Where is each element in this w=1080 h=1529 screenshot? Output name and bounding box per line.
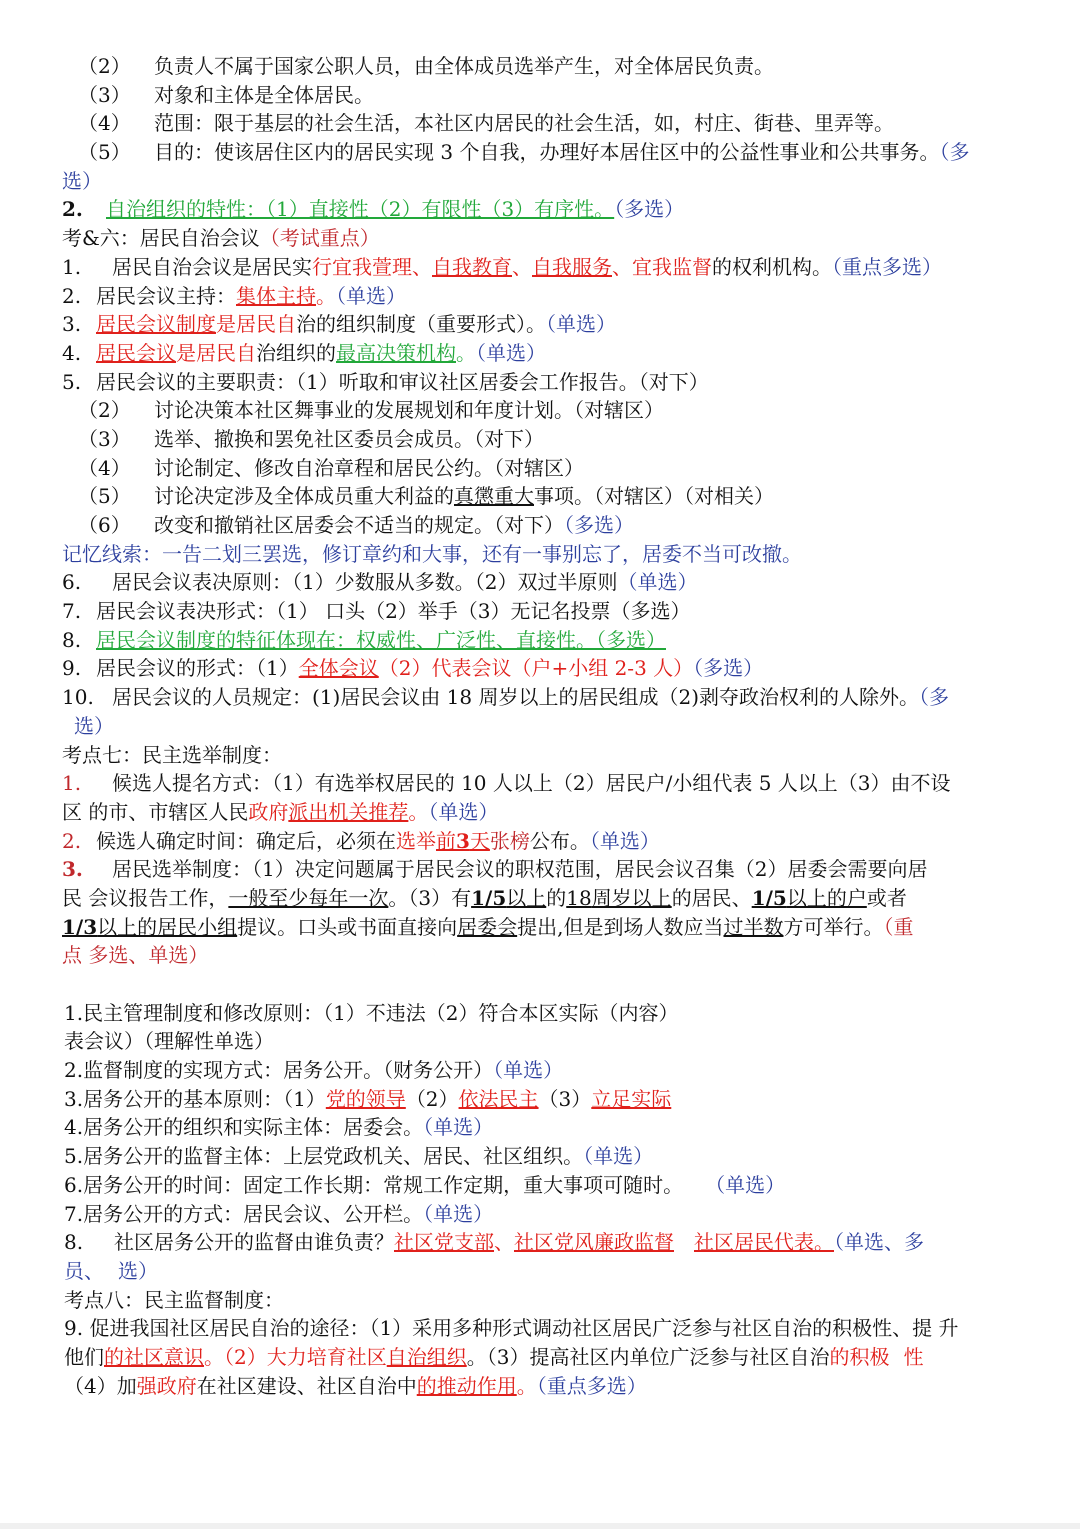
page-bottom-edge — [0, 1523, 1080, 1529]
item-line-wrap: 员、 选） — [64, 1258, 158, 1283]
item-line: 9. 居民会议的形式：（1）全体会议（2）代表会议（户+小组 2-3 人）（多选） — [62, 656, 764, 681]
item-line: 1. 居民自治会议是居民实行宜我萱理、自我教育、自我服务、宜我监督的权利机构。（重点多选） — [62, 254, 942, 279]
item-line: 8. 社区居务公开的监督由谁负责？社区党支部、社区党风廉政监督 社区居民代表。（单选、多 — [64, 1230, 924, 1255]
sub-item-line: （4） 讨论制定、修改自治章程和居民公约。（对辖区） — [78, 455, 584, 480]
document-page — [0, 52, 1080, 1400]
item-line-wrap: （4）加强政府在社区建设、社区自治中的推动作用。（重点多选） — [64, 1373, 647, 1398]
item-line: （2） 负责人不属于国家公职人员，由全体成员选举产生，对全体居民负责。 — [78, 54, 774, 78]
item-line: 8. 居民会议制度的特征体现在：权威性、广泛性、直接性。（多选） — [62, 627, 666, 652]
item-line: 5.居务公开的监督主体：上层党政机关、居民、社区组织。（单选） — [64, 1144, 654, 1169]
sub-item-line: （5） 讨论决定涉及全体成员重大利益的真懲重大事项。（对辖区）（对相关） — [78, 484, 774, 509]
item-line-wrap: 1/3以上的居民小组提议。口头或书面直接向居委会提出,但是到场人数应当过半数方可举行。（重 — [62, 914, 914, 939]
item-line-wrap: 选） — [62, 168, 102, 193]
item-line: 3. 居民选举制度：（1）决定问题属于居民会议的职权范围，居民会议召集（2）居委会需要向居 — [62, 857, 928, 882]
item-line: （3） 对象和主体是全体居民。 — [78, 82, 374, 107]
section-heading: 考点八：民主监督制度： — [64, 1287, 284, 1312]
item-line: 3.居务公开的基本原则：（1）党的领导（2）依法民主（3）立足实际 — [64, 1086, 672, 1111]
item-line: 1. 候选人提名方式：（1）有选举权居民的 10 人以上（2）居民户/小组代表 5 人以上（3）由不设 — [62, 771, 951, 796]
section-heading: 考&六：居民自治会议（考试重点） — [62, 226, 380, 251]
memory-hint: 记忆线索：一告二划三罢选，修订章约和大事，还有一事别忘了，居委不当可改撤。 — [62, 541, 802, 566]
item-line: 6. 居民会议表决原则：（1）少数服从多数。（2）双过半原则（单选） — [62, 570, 698, 595]
item-line: （4） 范围：限于基层的社会生活，本社区内居民的社会生活，如，村庄、街巷、里弄等。 — [78, 111, 894, 136]
sub-item-line: （2） 讨论决策本社区舞事业的发展规划和年度计划。（对辖区） — [78, 398, 664, 423]
item-line: 4.居务公开的组织和实际主体：居委会。（单选） — [64, 1115, 494, 1140]
item-line: 7. 居民会议表决形式：（1） 口头（2）举手（3）无记名投票（多选） — [62, 599, 691, 624]
item-line: 6.居务公开的时间：固定工作长期：常规工作定期，重大事项可随时。 （单选） — [64, 1172, 786, 1197]
item-line-wrap: 选） — [74, 713, 114, 738]
item-line: （5） 目的：使该居住区内的居民实现 3 个自我，办理好本居住区中的公益性事业和公共事务。（多 — [78, 140, 970, 165]
item-line: 7.居务公开的方式：居民会议、公开栏。（单选） — [64, 1201, 494, 1226]
item-line-wrap: 表会议）（理解性单选） — [64, 1029, 274, 1054]
item-line: 1.民主管理制度和修改原则：（1）不违法（2）符合本区实际（内容） — [64, 1000, 679, 1025]
item-line: 2. 候选人确定时间：确定后，必须在选举前3天张榜公布。（单选） — [62, 828, 660, 853]
item-line-wrap: 区 的市、市辖区人民政府派出机关推荐。（单选） — [62, 799, 499, 824]
item-line: 9. 促进我国社区居民自治的途径：（1）采用多种形式调动社区居民广泛参与社区自治的积极性、提 升 — [64, 1316, 959, 1341]
item-line-wrap: 民 会议报告工作，一般至少每年一次。（3）有1/5以上的18周岁以上的居民、1/5以上的户或者 — [62, 885, 907, 910]
item-line: 2. 自治组织的特性：（1）直接性（2）有限性（3）有序性。（多选） — [62, 197, 685, 222]
item-line-wrap: 点 多选、单选） — [62, 943, 209, 968]
section-heading: 考点七：民主选举制度： — [62, 742, 282, 767]
item-line: 2. 居民会议主持：集体主持。（单选） — [62, 283, 406, 308]
item-line: 2.监督制度的实现方式：居务公开。（财务公开）（单选） — [64, 1058, 564, 1083]
item-line: 4. 居民会议是居民自治组织的最高决策机构。（单选） — [62, 340, 546, 365]
sub-item-line: （6） 改变和撤销社区居委会不适当的规定。（对下）（多选） — [78, 513, 634, 537]
item-line: 10. 居民会议的人员规定：(1)居民会议由 18 周岁以上的居民组成（2)剥夺政治权利的人除外。（多 — [62, 685, 950, 710]
item-line: 5. 居民会议的主要职责：（1）听取和审议社区居委会工作报告。（对下） — [62, 369, 709, 394]
blank-line — [0, 970, 1080, 999]
sub-item-line: （3） 选举、撤换和罢免社区委员会成员。（对下） — [78, 426, 544, 451]
item-line: 3. 居民会议制度是居民自治的组织制度（重要形式）。（单选） — [62, 312, 616, 337]
item-line-wrap: 他们的社区意识。（2）大力培育社区自治组织。（3）提高社区内单位广泛参与社区自治的积极 性 — [64, 1344, 924, 1369]
